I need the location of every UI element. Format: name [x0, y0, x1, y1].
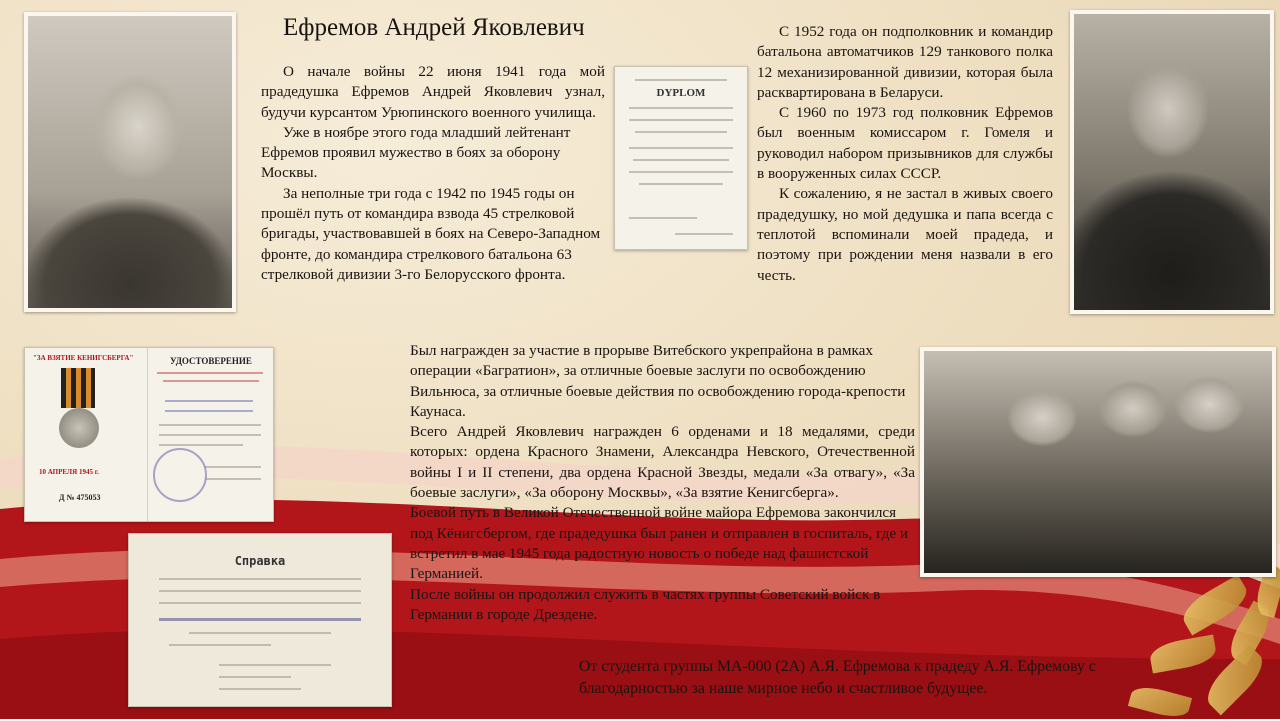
right-paragraph-1: С 1952 года он подполковник и командир батальона автоматчиков 129 танкового полка 12 механизированной дивизии, которая была расквартирована в Беларуси.	[757, 23, 1053, 101]
veterans-group-photo	[920, 347, 1276, 577]
middle-text-column	[410, 341, 915, 625]
certificate-number: Д № 475053	[59, 493, 101, 502]
right-paragraph-2: С 1960 по 1973 год полковник Ефремов был военным комиссаром г. Гомеля и руководил набором призывников для службы в вооруженных силах СССР.	[757, 104, 1053, 183]
middle-paragraph-4: После войны он продолжил служить в частях группы Советский войск в Германии в городе Дрездене.	[410, 585, 881, 623]
dedication-line-2: благодарностью за наше мирное небо и счастливое будущее.	[579, 680, 988, 697]
diploma-heading: DYPLOM	[656, 87, 706, 99]
left-text-column	[261, 62, 605, 285]
medal-ribbon	[61, 368, 95, 408]
certificate-heading: УДОСТОВЕРЕНИЕ	[170, 356, 252, 366]
spravka-document	[128, 533, 392, 707]
dedication-footer	[579, 656, 1096, 700]
diploma-document	[614, 66, 748, 250]
left-paragraph-1: О начале войны 22 июня 1941 года мой прадедушка Ефремов Андрей Яковлевич узнал, будучи курсантом Урюпинского военного училища.	[261, 63, 605, 121]
portrait-young-photo	[24, 12, 236, 312]
medal-caption: "ЗА ВЗЯТИЕ КЕНИГСБЕРГА"	[33, 354, 134, 362]
middle-paragraph-3: Боевой путь в Великой Отечественной войне майора Ефремова закончился под Кёнигсбергом, где прадедушка был ранен и отправлен в госпиталь, где и встретил в мае 1945 года радостную новость о победе над фашистской Германией.	[410, 504, 908, 583]
spravka-heading: Справка	[234, 554, 286, 568]
portrait-colonel-photo	[1070, 10, 1274, 314]
right-paragraph-3: К сожалению, я не застал в живых своего прадедушку, но мой дедушка и папа всегда с теплотой вспоминали моей прадеда, и поэтому при рождении меня назвали в его честь.	[757, 185, 1053, 284]
medal-certificate	[24, 347, 274, 522]
middle-paragraph-1: Был награжден за участие в прорыве Витебского укрепрайона в рамках операции «Багратион», за отличные боевые заслуги по освобождению Вильнюса, за отличные боевые действия по освобождению города-крепости Каунаса.	[410, 342, 906, 420]
left-paragraph-3: За неполные три года с 1942 по 1945 годы он прошёл путь от командира взвода 45 стрелковой бригады, участвовавшей в боях на Северо-Западном фронте, до командира стрелкового батальона 63 стрелковой дивизии 3-го Белорусского фронта.	[261, 184, 601, 283]
dedication-line-1: От студента группы МА-000 (2А) А.Я. Ефремова к прадеду А.Я. Ефремову с	[579, 658, 1096, 675]
medal-disc	[59, 408, 99, 448]
left-paragraph-2: Уже в ноябре этого года младший лейтенант Ефремов проявил мужество в боях за оборону Москвы.	[261, 123, 571, 182]
right-text-column	[757, 22, 1053, 286]
medal-date: 10 АПРЕЛЯ 1945 г.	[39, 468, 99, 476]
page-title: Ефремов Андрей Яковлевич	[283, 14, 585, 41]
middle-paragraph-2: Всего Андрей Яковлевич награжден 6 орденами и 18 медалями, среди которых: ордена Красного Знамени, Александра Невского, Отечественной войны I и II степени, два ордена Красной Звезды, медали «За отвагу», «За боевые заслуги», «За оборону Москвы», «За взятие Кенигсберга».	[410, 423, 915, 502]
